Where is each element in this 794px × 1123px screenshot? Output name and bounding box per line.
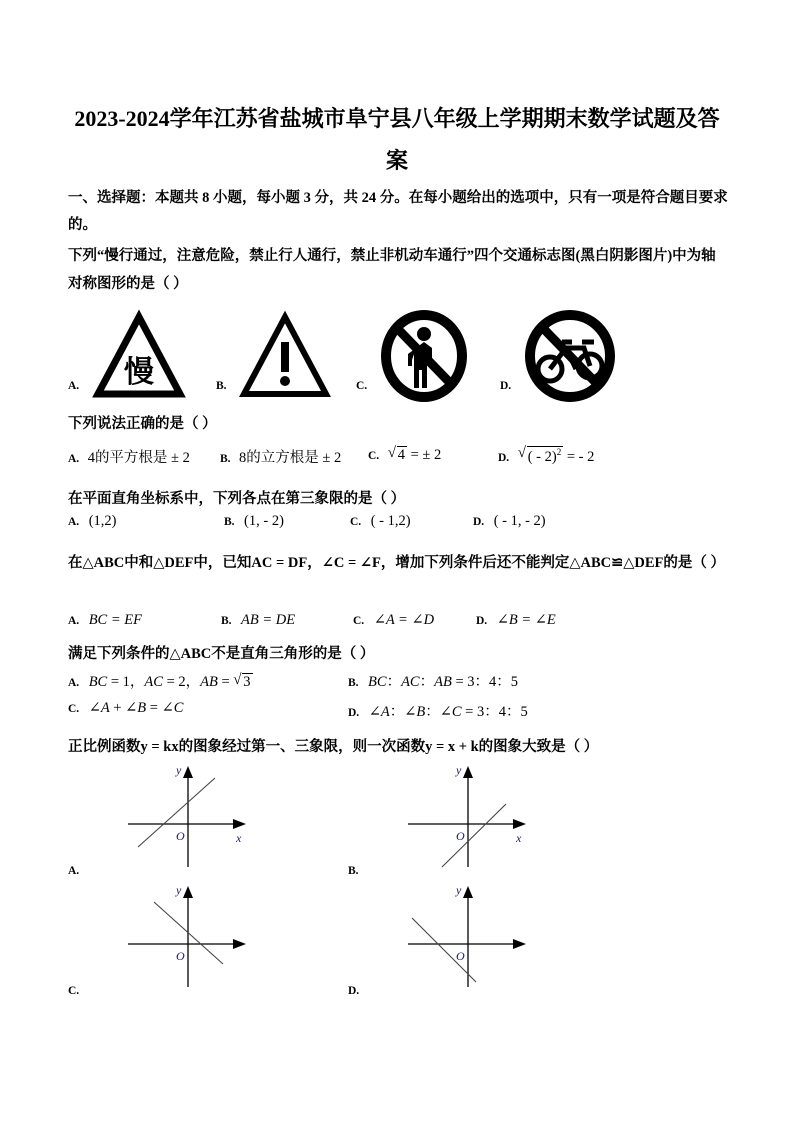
warning-exclamation-triangle-sign	[240, 312, 330, 400]
svg-text:y: y	[456, 883, 462, 897]
svg-text:慢: 慢	[124, 355, 154, 390]
graph-option-b	[378, 762, 588, 872]
option-label-2d: D.	[498, 451, 510, 464]
svg-text:O: O	[176, 829, 185, 843]
graph-option-d	[378, 882, 588, 992]
option-label-5b: B.	[348, 677, 359, 689]
no-bicycles-sign	[524, 312, 616, 400]
question-4-options	[68, 612, 728, 638]
svg-text:y: y	[176, 883, 182, 897]
option-3c	[350, 513, 411, 530]
option-label-5c: C.	[68, 703, 80, 715]
question-2-options	[68, 446, 728, 472]
svg-text:O: O	[456, 949, 465, 963]
option-label-3c: C.	[350, 516, 362, 528]
option-2c: C. √ 4 = ± 2	[368, 446, 441, 464]
svg-text:y: y	[176, 763, 182, 777]
page-title: 2023-2024学年江苏省盐城市阜宁县八年级上学期期末数学试题及答案	[74, 106, 720, 173]
question-2-stem: 下列说法正确的是（ ）	[68, 416, 217, 432]
option-label-2a: A.	[68, 453, 80, 465]
svg-text:x: x	[236, 831, 242, 845]
option-label-4b: B.	[221, 615, 232, 627]
option-4d	[476, 612, 556, 629]
option-2d: D. √ ( - 2)$^2$ = - 2	[498, 446, 594, 466]
option-label-6c: C.	[68, 985, 80, 997]
option-5b: B. BC：AC：AB = 3：4：5	[348, 674, 519, 690]
option-3a	[68, 513, 116, 530]
option-label-1a: A.	[68, 380, 80, 392]
option-3b	[224, 513, 284, 530]
option-label-4d: D.	[476, 615, 488, 627]
option-label-5d: D.	[348, 707, 360, 719]
option-text-4b: AB = DE	[241, 612, 296, 628]
question-6-options	[68, 762, 728, 1007]
option-label-3d: D.	[473, 516, 485, 528]
question-5-stem: 满足下列条件的△ABC不是直角三角形的是（ ）	[68, 646, 375, 662]
slow-down-triangle-sign	[94, 312, 184, 400]
question-1-stem: 下列“慢行通过，注意危险，禁止行人通行，禁止非机动车通行”四个交通标志图(黑白阴影图片)中为轴对称图形的是（ ）	[68, 248, 716, 292]
option-text-4a: BC = EF	[88, 612, 142, 628]
option-label-2c: C.	[368, 450, 380, 462]
option-label-3a: A.	[68, 516, 80, 528]
svg-text:O: O	[176, 949, 185, 963]
question-4-stem: 在△ABC中和△DEF中，已知AC = DF，∠C = ∠F，增加下列条件后还不能判定△ABC≌△DEF的是（ ）	[68, 555, 726, 571]
svg-text:y: y	[456, 763, 462, 777]
section-heading: 一、选择题：本题共 8 小题，每小题 3 分，共 24 分。在每小题给出的选项中，只有一项是符合题目要求的。	[68, 190, 728, 233]
question-3-options	[68, 513, 728, 539]
option-text-4d: ∠B = ∠E	[496, 612, 556, 628]
option-text-3c: ( - 1,2)	[370, 513, 411, 529]
option-4a	[68, 612, 142, 629]
graph-option-a	[98, 762, 308, 872]
question-6-stem: 正比例函数y = kx的图象经过第一、三象限，则一次函数y = x + k的图象大致是（ ）	[68, 739, 599, 755]
option-label-4a: A.	[68, 615, 80, 627]
option-label-6a: A.	[68, 865, 80, 877]
option-label-6b: B.	[348, 865, 359, 877]
option-3d	[473, 513, 546, 530]
option-label-5a: A.	[68, 677, 80, 689]
option-label-4c: C.	[353, 615, 365, 627]
option-label-2b: B.	[220, 453, 231, 465]
option-text-4c: ∠A = ∠D	[373, 612, 435, 628]
option-4c	[353, 612, 434, 629]
graph-option-c	[98, 882, 308, 992]
option-text-3a: (1,2)	[88, 513, 117, 529]
svg-text:x: x	[516, 831, 522, 845]
option-5d: D. ∠A：∠B：∠C = 3：4：5	[348, 704, 528, 720]
option-text-3b: (1, - 2)	[244, 513, 284, 529]
option-5c: C. ∠A + ∠B = ∠C	[68, 700, 184, 716]
option-label-6d: D.	[348, 985, 360, 997]
option-label-3b: B.	[224, 516, 235, 528]
option-5a: A. BC = 1，AC = 2，AB = √ 3	[68, 670, 253, 691]
question-3-stem: 在平面直角坐标系中，下列各点在第三象限的是（ ）	[68, 491, 406, 507]
option-label-1c: C.	[356, 380, 368, 392]
question-5-options	[68, 670, 728, 730]
option-2b: B. 8的立方根是 ± 2	[220, 450, 342, 466]
option-4b	[221, 612, 295, 629]
no-pedestrians-sign	[380, 312, 468, 400]
svg-text:O: O	[456, 829, 465, 843]
option-label-1b: B.	[216, 380, 227, 392]
option-2a: A. 4的平方根是 ± 2	[68, 450, 190, 466]
option-label-1d: D.	[500, 380, 512, 392]
option-text-3d: ( - 1, - 2)	[493, 513, 546, 529]
question-1-options	[68, 312, 728, 404]
